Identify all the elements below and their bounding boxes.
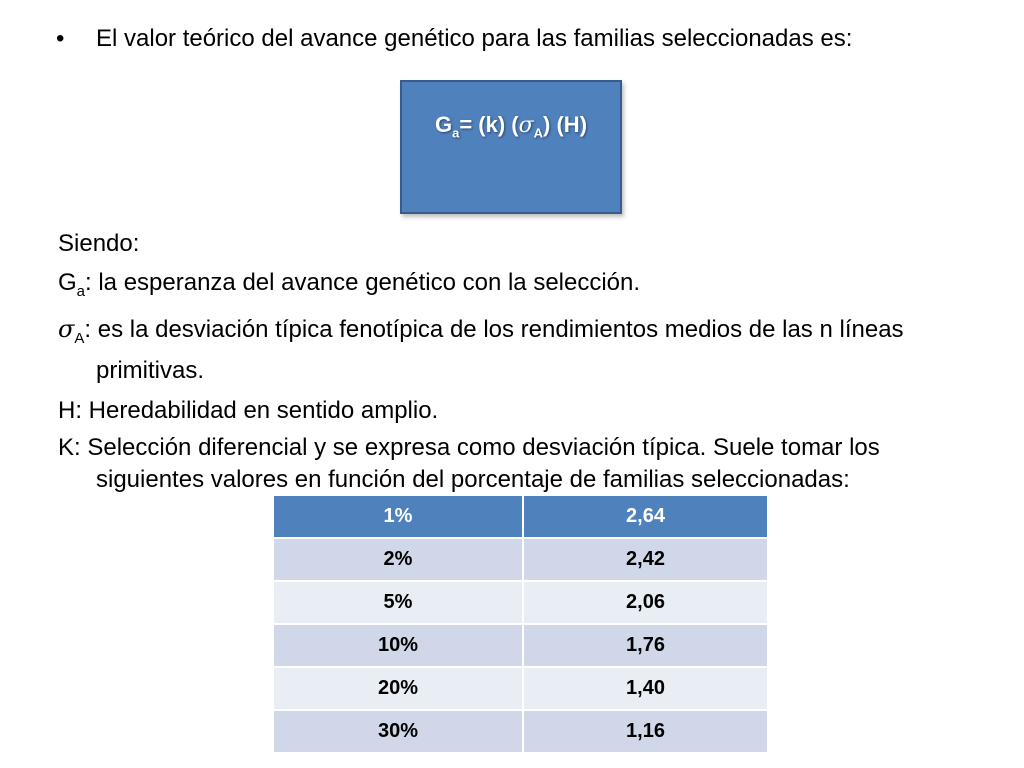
intro-bullet (56, 22, 852, 56)
definition-h: H: Heredabilidad en sentido amplio. (58, 396, 439, 424)
formula (402, 112, 620, 140)
table-row (273, 624, 768, 667)
table-cell-percent: 10% (273, 624, 523, 667)
ga-sub: a (76, 282, 86, 300)
definition-sigma (58, 313, 958, 387)
ga-text: : la esperanza del avance genético con la selección. (85, 269, 641, 296)
formula-box (400, 80, 622, 214)
table-row (273, 538, 768, 581)
table-cell-value: 2,64 (523, 496, 768, 538)
table-row (273, 496, 768, 538)
table-row (273, 710, 768, 753)
intro-text: El valor teórico del avance genético para las familias seleccionadas es: (96, 25, 853, 52)
sigma-text: : es la desviación típica fenotípica de los rendimientos medios de las n líneas primitivas. (84, 315, 904, 384)
table-cell-value: 1,40 (523, 667, 768, 710)
table-cell-percent: 1% (273, 496, 523, 538)
table-cell-value: 1,76 (523, 624, 768, 667)
formula-part2: ) (H) (543, 112, 588, 137)
table-row (273, 581, 768, 624)
ga-symbol: G (58, 269, 77, 296)
formula-sigma-sub: A (533, 125, 544, 141)
table-cell-value: 2,42 (523, 538, 768, 581)
formula-sigma: σ (518, 113, 534, 138)
table-cell-value: 2,06 (523, 581, 768, 624)
table-cell-percent: 20% (273, 667, 523, 710)
table-cell-percent: 2% (273, 538, 523, 581)
definition-k: K: Selección diferencial y se expresa como desviación típica. Suele tomar los siguientes valores en función del porcentaje de familias seleccionadas: (58, 433, 880, 493)
siendo-label: Siendo: (58, 230, 140, 257)
table-cell-percent: 30% (273, 710, 523, 753)
selection-values-table (272, 496, 769, 754)
table-cell-percent: 5% (273, 581, 523, 624)
sigma-sub: A (74, 329, 85, 347)
sigma-symbol: σ (58, 314, 75, 343)
table-row (273, 667, 768, 710)
definitions (58, 226, 958, 502)
table-cell-value: 1,16 (523, 710, 768, 753)
formula-part1: = (k) ( (459, 112, 519, 137)
bullet-marker: • (56, 25, 65, 52)
formula-g: G (434, 112, 453, 137)
definition-ga (58, 265, 958, 310)
formula-g-sub: a (452, 125, 460, 141)
